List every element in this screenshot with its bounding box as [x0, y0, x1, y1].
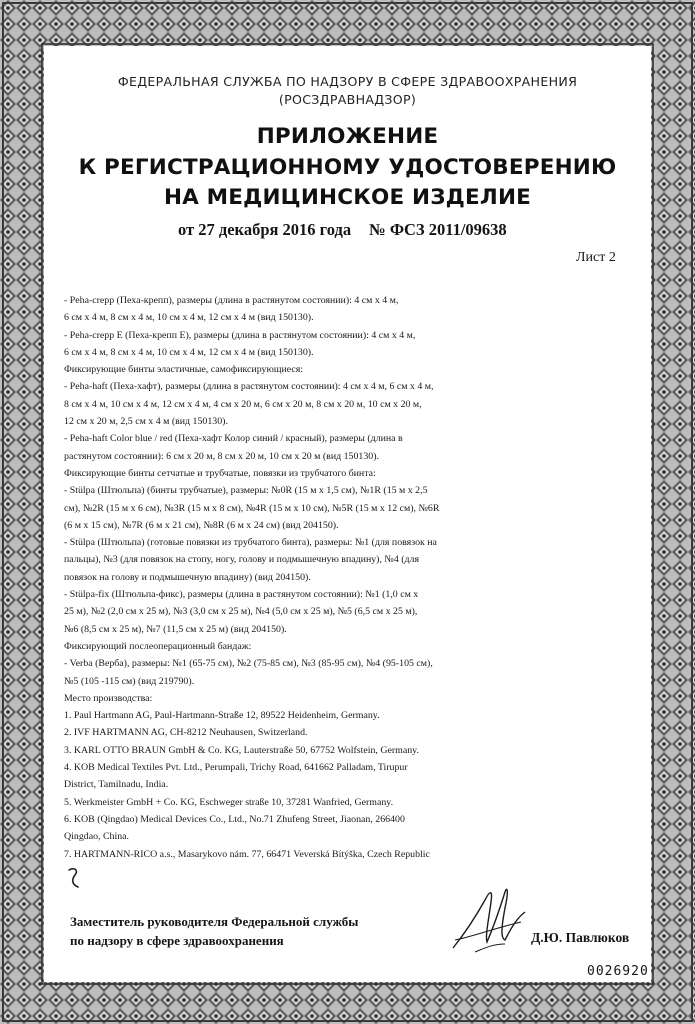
body-line: Фиксирующий послеоперационный бандаж:: [64, 640, 252, 652]
body-line: 6. KOB (Qingdao) Medical Devices Co., Ltd., No.71 Zhufeng Street, Jiaonan, 266400: [64, 813, 405, 825]
body-line: 12 см х 20 м, 2,5 см х 4 м (вид 150130).: [64, 416, 228, 428]
handwritten-signature: [445, 878, 535, 958]
body-line: 6 см х 4 м, 8 см х 4 м, 10 см х 4 м, 12 см х 4 м (вид 150130).: [64, 312, 314, 324]
document-subtitle: К РЕГИСТРАЦИОННОМУ УДОСТОВЕРЕНИЮ: [78, 155, 617, 180]
agency-abbreviation: (РОСЗДРАВНАДЗОР): [278, 92, 417, 107]
signatory-position-line-1: Заместитель руководителя Федеральной службы: [70, 914, 359, 929]
body-line: пальцы), №3 (для повязок на стопу, ногу, голову и подмышечную впадину), №4 (для: [64, 554, 420, 566]
signer-name: Д.Ю. Павлюков: [531, 930, 630, 945]
date-number-line: [178, 220, 507, 240]
issue-date: от 27 декабря 2016 года: [178, 220, 352, 239]
body-line: см), №2R (15 м х 6 см), №3R (15 м х 8 см), №4R (15 м х 10 см), №5R (15 м х 12 см), №6R: [64, 502, 440, 514]
body-line: №5 (105 -115 см) (вид 219790).: [64, 675, 195, 687]
body-line: - Peha-haft (Пеха-хафт), размеры (длина в растянутом состоянии): 4 см х 4 м, 6 см х 4 м,: [64, 381, 434, 393]
body-line: 5. Werkmeister GmbH + Co. KG, Eschweger straße 10, 37281 Wanfried, Germany.: [64, 796, 394, 808]
body-line: - Peha-haft Color blue / red (Пеха-хафт Колор синий / красный), размеры (длина в: [64, 433, 403, 445]
body-line: 8 см х 4 м, 10 см х 4 м, 12 см х 4 м, 4 см х 20 м, 6 см х 20 м, 8 см х 20 м, 10 см х 20 м,: [64, 398, 422, 410]
body-line: 25 м), №2 (2,0 см х 25 м), №3 (3,0 см х 25 м), №4 (5,0 см х 25 м), №5 (6,5 см х 25 м),: [64, 606, 418, 618]
body-line: Место производства:: [64, 692, 153, 704]
document-subtitle-2: НА МЕДИЦИНСКОЕ ИЗДЕЛИЕ: [163, 185, 532, 210]
body-line: растянутом состоянии): 6 см х 20 м, 8 см х 20 м, 10 см х 20 м (вид 150130).: [64, 450, 379, 462]
body-line: - Stülpa (Штюльпа) (бинты трубчатые), размеры: №0R (15 м х 1,5 см), №1R (15 м х 2,5: [64, 485, 428, 497]
body-line: - Peha-crepp E (Пеха-крепп E), размеры (длина в растянутом состоянии): 4 см х 4 м,: [64, 329, 416, 341]
body-line: - Stülpa-fix (Штюльпа-фикс), размеры (длина в растянутом состоянии): №1 (1,0 см х: [64, 589, 419, 601]
body-line: повязок на голову и подмышечную впадину) (вид 204150).: [64, 571, 311, 583]
body-line: 2. IVF HARTMANN AG, CH-8212 Neuhausen, Switzerland.: [64, 727, 308, 739]
body-line: Qingdao, China.: [64, 831, 130, 843]
body-line: 1. Paul Hartmann AG, Paul-Hartmann-Straße 12, 89522 Heidenheim, Germany.: [64, 710, 380, 722]
body-line: 6 см х 4 м, 8 см х 4 м, 10 см х 4 м, 12 см х 4 м (вид 150130).: [64, 346, 314, 358]
body-text: [64, 292, 664, 863]
agency-name: ФЕДЕРАЛЬНАЯ СЛУЖБА ПО НАДЗОРУ В СФЕРЕ ЗДРАВООХРАНЕНИЯ: [117, 74, 578, 89]
body-line: - Peha-crepp (Пеха-крепп), размеры (длина в растянутом состоянии): 4 см х 4 м,: [64, 295, 399, 306]
body-line: (6 м х 15 см), №7R (6 м х 21 см), №8R (6 м х 24 см) (вид 204150).: [64, 519, 339, 531]
signatory-position-line-2: по надзору в сфере здравоохранения: [70, 933, 284, 948]
body-line: - Verba (Верба), размеры: №1 (65-75 см), №2 (75-85 см), №3 (85-95 см), №4 (95-105 см),: [64, 658, 433, 670]
handwritten-mark: [66, 866, 86, 890]
body-line: №6 (8,5 см х 25 м), №7 (11,5 см х 25 м) (вид 204150).: [64, 623, 287, 635]
sheet-number: Лист 2: [576, 250, 616, 265]
body-line: 7. HARTMANN-RICO a.s., Masarykovo nám. 77, 66471 Veverská Bítýška, Czech Republic: [64, 848, 430, 860]
body-line: - Stülpa (Штюльпа) (готовые повязки из трубчатого бинта), размеры: №1 (для повязок на: [64, 537, 437, 549]
body-line: 4. KOB Medical Textiles Pvt. Ltd., Perumpali, Trichy Road, 641662 Palladam, Tirupur: [64, 762, 408, 774]
body-line: Фиксирующие бинты эластичные, самофиксирующиеся:: [64, 364, 304, 376]
signatory-position: [70, 912, 358, 950]
document-title: ПРИЛОЖЕНИЕ: [256, 124, 439, 149]
body-line: 3. KARL OTTO BRAUN GmbH & Co. KG, Lauterstraße 50, 67752 Wolfstein, Germany.: [64, 744, 419, 756]
body-line: Фиксирующие бинты сетчатые и трубчатые, повязки из трубчатого бинта:: [64, 467, 376, 479]
certificate-number: № ФСЗ 2011/09638: [369, 220, 507, 239]
body-line: District, Tamilnadu, India.: [64, 779, 169, 791]
serial-number: 0026920: [587, 964, 649, 979]
